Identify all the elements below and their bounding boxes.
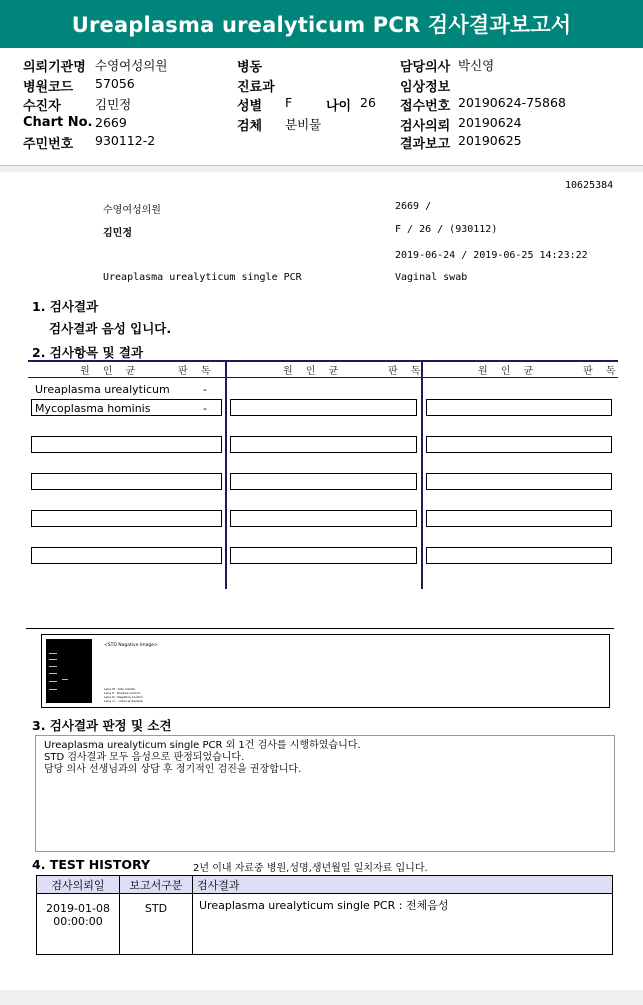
grid-header-rule — [28, 377, 618, 378]
gel-legend-item: Lane M : Size marker — [104, 687, 136, 691]
empty-result-cell — [230, 399, 417, 416]
history-date-cell — [37, 894, 120, 955]
opinion-line: 담당 의사 선생님과의 상담 후 정기적인 검진을 권장합니다. — [44, 764, 302, 775]
gel-legend-item: Lane N : Negative Control — [104, 695, 143, 699]
ward-label: 병동 — [237, 60, 263, 75]
requested-value: 20190624 — [458, 115, 522, 130]
empty-result-cell — [31, 510, 222, 527]
resident-label: 주민번호 — [23, 137, 74, 152]
organism-name: Mycoplasma hominis — [35, 402, 151, 415]
report-specimen-type: Vaginal swab — [395, 272, 468, 283]
hospital-label: 의뢰기관명 — [23, 60, 86, 75]
empty-result-cell — [31, 473, 222, 490]
col-result-2: 판 독 — [388, 366, 426, 377]
section-3-title: 3. 검사결과 판정 및 소견 — [32, 718, 172, 733]
dept-label: 진료과 — [237, 80, 275, 95]
col-result-3: 판 독 — [583, 366, 621, 377]
chart-label: Chart No. — [23, 115, 93, 130]
report-chart-line: 2669 / — [395, 201, 432, 212]
age-label: 나이 — [326, 99, 352, 114]
chart-value: 2669 — [95, 115, 127, 130]
report-test-name: Ureaplasma urealyticum single PCR — [103, 272, 302, 283]
clinical-label: 임상정보 — [400, 80, 451, 95]
opinion-box — [35, 735, 615, 852]
reported-value: 20190625 — [458, 133, 522, 148]
gel-photo — [46, 639, 92, 703]
divider-rule — [26, 628, 614, 629]
empty-result-cell — [426, 473, 612, 490]
doctor-label: 담당의사 — [400, 60, 451, 75]
document-number: 10625384 — [565, 180, 614, 191]
report-patient: 김민정 — [103, 228, 132, 239]
report-hospital: 수영여성의원 — [103, 205, 161, 216]
history-col-result: 검사결과 — [193, 876, 613, 894]
hospital-value: 수영여성의원 — [95, 58, 168, 73]
grid-divider-2 — [421, 360, 423, 589]
history-note: 2년 이내 자료중 병원,성명,생년월일 일치자료 입니다. — [193, 863, 428, 874]
patient-label: 수진자 — [23, 99, 61, 114]
organism-result: - — [203, 383, 207, 396]
gel-legend — [104, 687, 143, 703]
requested-label: 검사의뢰 — [400, 119, 451, 134]
age-value: 26 — [360, 95, 376, 110]
history-date: 2019-01-08 — [46, 902, 110, 915]
gel-label: <STD Negative Image> — [104, 643, 158, 648]
gel-legend-item: Lane 1~ : Clinical Sample — [104, 699, 143, 703]
col-organism-2: 원 인 균 — [283, 366, 344, 377]
organism-name: Ureaplasma urealyticum — [35, 383, 170, 396]
section-1-title: 1. 검사결과 — [32, 299, 99, 314]
specimen-value: 분비물 — [285, 117, 322, 132]
code-label: 병원코드 — [23, 80, 74, 95]
empty-result-cell — [426, 510, 612, 527]
result-row — [31, 399, 222, 416]
history-table — [36, 875, 613, 955]
report-title: Ureaplasma urealyticum PCR 검사결과보고서 — [0, 0, 643, 48]
organism-result: - — [203, 402, 207, 415]
sex-label: 성별 — [237, 99, 263, 114]
empty-result-cell — [230, 547, 417, 564]
result-row — [31, 380, 222, 397]
section-4-title: 4. TEST HISTORY — [32, 857, 151, 872]
col-organism-1: 원 인 균 — [80, 366, 141, 377]
report-dates: 2019-06-24 / 2019-06-25 14:23:22 — [395, 250, 588, 261]
grid-divider-1 — [225, 360, 227, 589]
empty-result-cell — [31, 436, 222, 453]
empty-result-cell — [230, 473, 417, 490]
report-sex-age: F / 26 / (930112) — [395, 224, 498, 235]
history-row — [37, 894, 613, 955]
empty-result-cell — [426, 436, 612, 453]
empty-result-cell — [230, 436, 417, 453]
doctor-value: 박신영 — [458, 58, 495, 73]
specimen-label: 검체 — [237, 119, 263, 134]
empty-result-cell — [426, 547, 612, 564]
history-type: STD — [120, 894, 193, 955]
receipt-label: 접수번호 — [400, 99, 451, 114]
history-time: 00:00:00 — [53, 915, 103, 928]
gel-image — [41, 634, 610, 708]
report-header — [0, 48, 643, 166]
history-col-type: 보고서구분 — [120, 876, 193, 894]
opinion-line: Ureaplasma urealyticum single PCR 외 1건 검사를 시행하였습니다. — [44, 740, 361, 751]
history-result: Ureaplasma urealyticum single PCR : 전체음성 — [193, 894, 613, 955]
empty-result-cell — [230, 510, 417, 527]
code-value: 57056 — [95, 76, 135, 91]
empty-result-cell — [426, 399, 612, 416]
patient-value: 김민정 — [95, 97, 132, 112]
reported-label: 결과보고 — [400, 137, 451, 152]
receipt-value: 20190624-75868 — [458, 95, 566, 110]
col-result-1: 판 독 — [178, 366, 216, 377]
section-1-text: 검사결과 음성 입니다. — [49, 321, 172, 336]
col-organism-3: 원 인 균 — [478, 366, 539, 377]
section-2-title: 2. 검사항목 및 결과 — [32, 345, 144, 360]
history-col-date: 검사의뢰일 — [37, 876, 120, 894]
empty-result-cell — [31, 547, 222, 564]
opinion-line: STD 검사결과 모두 음성으로 판정되었습니다. — [44, 752, 245, 763]
gel-legend-item: Lane P : Positive Control — [104, 691, 141, 695]
sex-value: F — [285, 95, 293, 110]
resident-value: 930112-2 — [95, 133, 156, 148]
